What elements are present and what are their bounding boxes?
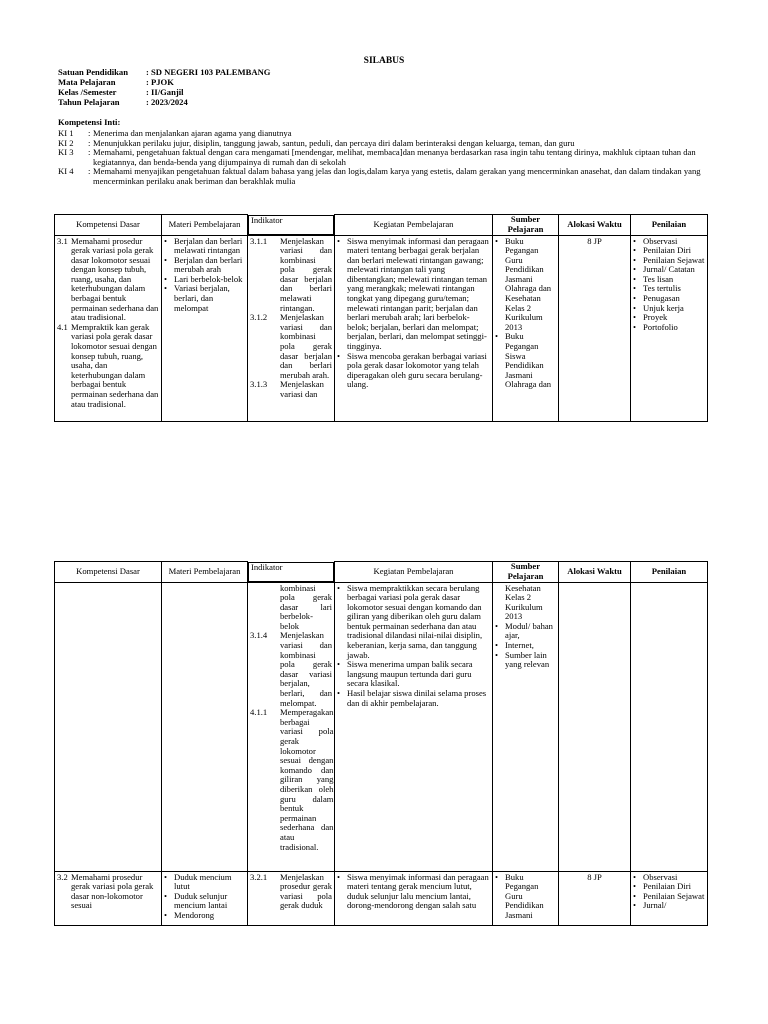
alokasi-cell: 8 JP xyxy=(559,235,631,421)
info-label: Satuan Pendidikan xyxy=(58,67,128,77)
materi-item: • Berjalan dan berlari merubah arah xyxy=(164,256,245,275)
alokasi-cell: 8 JP xyxy=(559,871,631,925)
indikator-item xyxy=(250,708,332,852)
header-penilaian: Penilaian xyxy=(631,562,708,583)
kegiatan-item: • Siswa menyimak informasi dan peragaan materi tentang berbagai gerak berjalan dan berlari melewati rintangan gawang; melewati rintangan tali yang dibentangkan; melewati rintangan teman yang merangkak; melewati rintangan tongkat yang dipegang guru/teman; melewati rintangan parit; berjalan dan berlari merubah arah; lari berbelok-belok; berjalan, berlari dan melompat; berjalan, berlari, dan melompat setinggi-tingginya. xyxy=(337,237,490,352)
indikator-cell xyxy=(248,871,335,925)
penilaian-item: • Penilaian Diri xyxy=(633,882,705,892)
indikator-item-number: 4.1.1 xyxy=(250,707,268,718)
materi-item: • Duduk mencium lutut xyxy=(164,873,245,892)
sumber-item: • Internet, xyxy=(495,641,556,651)
kd-number: 3.2 xyxy=(57,871,68,882)
penilaian-item: • Observasi xyxy=(633,873,705,883)
kegiatan-item: • Siswa mencoba gerakan berbagai variasi pola gerak dasar lokomotor yang telah diperagakan oleh guru secara berulang-ulang. xyxy=(337,352,490,390)
indikator-item-text: Menjelaskan variasi dan kombinasi pola gerak dasar berjalan dan berlari merubah arah. xyxy=(280,312,332,380)
ki-colon: : xyxy=(88,128,91,138)
header-alokasi: Alokasi Waktu xyxy=(559,562,631,583)
header-indikator: Indikator xyxy=(248,215,334,235)
penilaian-item: • Penugasan xyxy=(633,294,705,304)
indikator-continued: kombinasi pola gerak dasar lari berbelok-belok xyxy=(280,582,332,631)
info-value: : II/Ganjil xyxy=(146,87,184,97)
ki-text: Memahami, pengetahuan faktual dengan cara mengamati [mendengar, melihat, membaca]dan menanya berdasarkan rasa ingin tahu tentang dirinya, makhluk ciptaan tuhan dan kegiatannya, dan benda-benda yang dijumpainya di rumah dan di sekolah xyxy=(93,147,696,167)
sumber-item: • Modul/ bahan ajar, xyxy=(495,622,556,641)
header-indikator: Indikator xyxy=(248,562,334,582)
info-value: : SD NEGERI 103 PALEMBANG xyxy=(146,67,271,77)
sumber-item: • Buku Pegangan Siswa Pendidikan Jasmani Olahraga dan xyxy=(495,332,556,390)
kegiatan-cell xyxy=(335,871,493,925)
kd-cell xyxy=(55,582,162,871)
ki-code: KI 4 xyxy=(58,166,74,177)
ki-code: KI 3 xyxy=(58,147,74,158)
penilaian-item: • Penilaian Diri xyxy=(633,246,705,256)
penilaian-cell xyxy=(631,235,708,421)
kegiatan-item: • Hasil belajar siswa dinilai selama proses dan di akhir pembelajaran. xyxy=(337,689,490,708)
info-label: Kelas /Semester xyxy=(58,87,117,97)
document-title: SILABUS xyxy=(363,56,405,66)
sumber-item: • Sumber lain yang relevan xyxy=(495,651,556,670)
info-label: Mata Pelajaran xyxy=(58,77,116,87)
materi-item: • Lari berbelok-belok xyxy=(164,275,245,285)
penilaian-item: • Proyek xyxy=(633,313,705,323)
header-alokasi: Alokasi Waktu xyxy=(559,215,631,236)
table-row xyxy=(55,871,708,925)
info-row xyxy=(58,98,270,108)
ki-colon: : xyxy=(88,137,91,148)
penilaian-item: • Tes tertulis xyxy=(633,284,705,294)
header-kegiatan: Kegiatan Pembelajaran xyxy=(335,562,493,583)
indikator-item-number: 3.1.4 xyxy=(250,630,268,641)
header-kegiatan: Kegiatan Pembelajaran xyxy=(335,215,493,236)
header-materi: Materi Pembelajaran xyxy=(162,215,248,236)
materi-item: • Duduk selunjur mencium lantai xyxy=(164,892,245,911)
materi-cell xyxy=(162,582,248,871)
kd-item xyxy=(57,237,159,323)
ki-item xyxy=(58,167,714,186)
indikator-cell xyxy=(248,582,335,871)
info-value: : 2023/2024 xyxy=(146,97,188,107)
table-row xyxy=(55,582,708,871)
info-label: Tahun Pelajaran xyxy=(58,97,120,107)
kd-item-text: Mempraktik kan gerak variasi pola gerak dasar lokomotor sesuai dengan konsep tubuh, ruang, usaha, dan keterhubungan dalam berbagai bentuk permainan sederhana dan atau tradisional. xyxy=(71,321,159,409)
penilaian-item: • Penilaian Sejawat xyxy=(633,256,705,266)
indikator-item-number: 3.1.3 xyxy=(250,379,268,390)
materi-item: • Mendorong xyxy=(164,911,245,921)
sumber-item: • Buku Pegangan Guru Pendidikan Jasmani Olahraga dan Kesehatan Kelas 2 Kurikulum 2013 xyxy=(495,237,556,333)
penilaian-item: • Jurnal/ Catatan xyxy=(633,265,705,275)
table-header-row xyxy=(55,215,708,236)
kd-item-number: 4.1 xyxy=(57,321,68,332)
indikator-item xyxy=(250,313,332,380)
indikator-item-text: Menjelaskan variasi dan kombinasi pola gerak dasar variasi berjalan, berlari, dan melompat. xyxy=(280,630,332,708)
penilaian-item: • Penilaian Sejawat xyxy=(633,892,705,902)
kd-item-number: 3.1 xyxy=(57,235,68,246)
sumber-continued: Kesehatan Kelas 2 Kurikulum 2013 xyxy=(505,582,543,622)
indikator-item-text: Menjelaskan variasi dan kombinasi pola gerak dasar berjalan dan berlari melawati rintangan. xyxy=(280,235,332,313)
kegiatan-cell xyxy=(335,235,493,421)
ki-text: Menerima dan menjalankan ajaran agama yang dianutnya xyxy=(93,128,292,138)
syllabus-table-1 xyxy=(54,214,708,422)
table-row xyxy=(55,235,708,421)
indikator-item-text: Memperagakan berbagai variasi pola gerak lokomotor sesuai dengan komando dan giliran yang diberikan oleh guru dalam bentuk permainan sederhana dan atau tradisional. xyxy=(280,707,334,852)
penilaian-cell xyxy=(631,582,708,871)
indikator-item xyxy=(250,631,332,708)
header-kompetensi-dasar: Kompetensi Dasar xyxy=(55,562,162,583)
ki-list xyxy=(58,129,714,187)
indikator-item-number: 3.1.1 xyxy=(250,235,268,246)
indikator-item-text: Menjelaskan variasi dan xyxy=(280,379,324,399)
sumber-cell xyxy=(493,582,559,871)
ki-item xyxy=(58,148,714,167)
ki-heading: Kompetensi Inti: xyxy=(58,117,121,127)
materi-cell xyxy=(162,871,248,925)
ki-text: Memahami menyajikan pengetahuan faktual dalam bahasa yang jelas dan logis,dalam karya yang estetis, dalam gerakan yang mencerminkan anasehat, dan dalam tindakan yang mencerminkan perilaku anak beriman dan berakhlak mulia xyxy=(93,166,701,186)
indikator-number: 3.2.1 xyxy=(250,871,268,882)
ki-text: Menunjukkan perilaku jujur, disiplin, tanggung jawab, santun, peduli, dan percaya diri dalam berinteraksi dengan keluarga, teman, dan guru xyxy=(93,137,575,148)
indikator-text: Menjelaskan prosedur gerak variasi pola gerak duduk xyxy=(280,871,332,911)
kegiatan-item: • Siswa menyimak informasi dan peragaan materi tentang gerak mencium lutut, duduk selunjur lalu mencium lantai, dorong-mendorong dengan salah satu xyxy=(337,873,490,911)
penilaian-item: • Unjuk kerja xyxy=(633,304,705,314)
penilaian-cell xyxy=(631,871,708,925)
indikator-item xyxy=(250,380,332,399)
header-sumber: Sumber Pelajaran xyxy=(493,215,559,236)
indikator-item-number: 3.1.2 xyxy=(250,312,268,323)
syllabus-table-2 xyxy=(54,561,708,926)
kd-text: Memahami prosedur gerak variasi pola gerak dasar non-lokomotor sesuai xyxy=(71,871,154,911)
kegiatan-item: • Siswa menerima umpan balik secara langsung maupun tertunda dari guru secara klasikal. xyxy=(337,660,490,689)
ki-code: KI 2 xyxy=(58,137,74,148)
kd-cell xyxy=(55,871,162,925)
table-header-row xyxy=(55,562,708,583)
header-penilaian: Penilaian xyxy=(631,215,708,236)
materi-cell xyxy=(162,235,248,421)
ki-code: KI 1 xyxy=(58,128,74,138)
penilaian-item: • Tes lisan xyxy=(633,275,705,285)
kd-cell xyxy=(55,235,162,421)
ki-colon: : xyxy=(88,166,91,177)
header-sumber: Sumber Pelajaran xyxy=(493,562,559,583)
kegiatan-cell xyxy=(335,582,493,871)
header-materi: Materi Pembelajaran xyxy=(162,562,248,583)
penilaian-item: • Observasi xyxy=(633,237,705,247)
penilaian-item: • Jurnal/ xyxy=(633,901,705,911)
indikator-item xyxy=(250,237,332,314)
alokasi-cell xyxy=(559,582,631,871)
info-value: : PJOK xyxy=(146,77,174,87)
materi-item: • Berjalan dan berlari melawati rintangan xyxy=(164,237,245,256)
indikator-cell xyxy=(248,235,335,421)
penilaian-item: • Portofolio xyxy=(633,323,705,333)
kd-item-text: Memahami prosedur gerak variasi pola gerak dasar lokomotor sesuai dengan konsep tubuh, ruang, usaha, dan keterhubungan dalam berbagai bentuk permainan sederhana dan atau tradisional. xyxy=(71,235,159,323)
header-kompetensi-dasar: Kompetensi Dasar xyxy=(55,215,162,236)
kegiatan-item: • Siswa mempraktikkan secara berulang berbagai variasi pola gerak dasar lokomotor sesuai dengan komando dan giliran yang diberikan oleh guru dalam bentuk permainan sederhana dan atau tradisional dilandasi nilai-nilai disiplin, keberanian, kerja sama, dan tanggung jawab. xyxy=(337,584,490,661)
sumber-cell xyxy=(493,871,559,925)
materi-item: • Variasi berjalan, berlari, dan melompat xyxy=(164,284,245,313)
sumber-item: • Buku Pegangan Guru Pendidikan Jasmani xyxy=(495,873,556,921)
kd-item xyxy=(57,323,159,409)
ki-colon: : xyxy=(88,147,91,158)
sumber-cell xyxy=(493,235,559,421)
school-info xyxy=(58,68,270,108)
